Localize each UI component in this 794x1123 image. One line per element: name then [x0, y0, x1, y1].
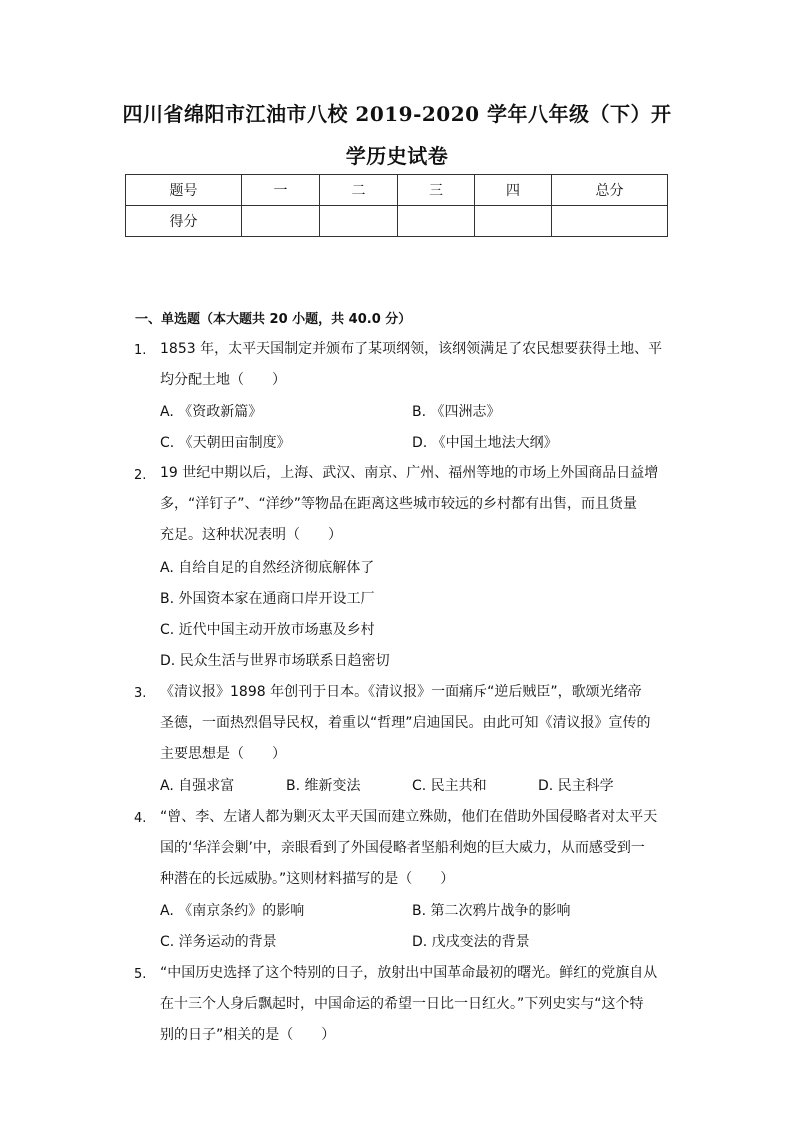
- option-a: A. 自强求富: [160, 778, 235, 794]
- score-cell[interactable]: [552, 206, 668, 237]
- question-text-line: 国的‘华洋会剿’中，亲眼看到了外国侵略者坚船利炮的巨大威力，从而感受到一: [160, 840, 645, 856]
- question-text-line: “中国历史选择了这个特别的日子，放射出中国革命最初的曙光。鲜红的党旗自从: [160, 965, 658, 981]
- question-text-line: 别的日子”相关的是（ ）: [160, 1027, 336, 1043]
- question-number: 3.: [134, 686, 147, 701]
- question-text-line: 充足。这种状况表明（ ）: [160, 527, 342, 543]
- header-cell: 总分: [552, 175, 668, 206]
- question-text-line: 19 世纪中期以后，上海、武汉、南京、广州、福州等地的市场上外国商品日益增: [160, 465, 659, 481]
- section-heading: 一、单选题（本大题共 20 小题，共 40.0 分）: [135, 312, 412, 327]
- option-d: D. 《中国土地法大纲》: [412, 435, 558, 451]
- option-d: D. 民主科学: [538, 778, 614, 794]
- option-b: B. 《四洲志》: [412, 404, 501, 420]
- option-b: B. 维新变法: [286, 778, 361, 794]
- question-number: 4.: [134, 811, 147, 826]
- question-number: 2.: [134, 468, 147, 483]
- question-text-line: 圣德，一面热烈倡导民权，着重以“哲理”启迪国民。由此可知《清议报》宣传的: [160, 715, 651, 731]
- header-cell: 一: [242, 175, 320, 206]
- score-cell[interactable]: [242, 206, 320, 237]
- exam-title-line-1: 四川省绵阳市江油市八校 2019-2020 学年八年级（下）开: [122, 102, 672, 126]
- question-text-line: 《清议报》1898 年创刊于日本。《清议报》一面痛斥“逆后贼臣”，歌颂光绪帝: [160, 684, 642, 700]
- option-c: C. 《天朝田亩制度》: [160, 435, 291, 451]
- header-cell: 三: [398, 175, 475, 206]
- option-a: A. 《南京条约》的影响: [160, 903, 305, 919]
- option-d: D. 民众生活与世界市场联系日趋密切: [160, 653, 390, 669]
- option-d: D. 戊戌变法的背景: [412, 934, 530, 950]
- option-c: C. 洋务运动的背景: [160, 934, 277, 950]
- exam-title-line-2: 学历史试卷: [345, 144, 449, 168]
- option-c: C. 民主共和: [412, 778, 487, 794]
- score-cell[interactable]: [475, 206, 552, 237]
- score-cell[interactable]: [320, 206, 398, 237]
- question-number: 5.: [134, 967, 147, 982]
- score-table-score-row: [126, 206, 668, 237]
- question-text-line: 均分配土地（ ）: [160, 372, 286, 388]
- option-c: C. 近代中国主动开放市场惠及乡村: [160, 622, 375, 638]
- option-a: A. 自给自足的自然经济彻底解体了: [160, 560, 375, 576]
- question-text-line: 在十三个人身后飘起时，中国命运的希望一日比一日红火。”下列史实与“这个特: [160, 996, 644, 1012]
- question-text-line: 多，“洋钉子”、“洋纱”等物品在距离这些城市较远的乡村都有出售，而且货量: [160, 496, 638, 512]
- score-table: [125, 174, 668, 237]
- question-text-line: 种潜在的长远威胁。”这则材料描写的是（ ）: [160, 871, 455, 887]
- question-text-line: 1853 年，太平天国制定并颁布了某项纲领，该纲领满足了农民想要获得土地、平: [160, 341, 663, 357]
- header-cell: 题号: [126, 175, 242, 206]
- header-cell: 四: [475, 175, 552, 206]
- option-b: B. 外国资本家在通商口岸开设工厂: [160, 591, 375, 607]
- score-row-label: 得分: [126, 206, 242, 237]
- option-b: B. 第二次鸦片战争的影响: [412, 903, 571, 919]
- question-text-line: “曾、李、左诸人都为剿灭太平天国而建立殊勋，他们在借助外国侵略者对太平天: [160, 809, 658, 825]
- score-cell[interactable]: [398, 206, 475, 237]
- header-cell: 二: [320, 175, 398, 206]
- question-number: 1.: [134, 343, 147, 358]
- option-a: A. 《资政新篇》: [160, 404, 263, 420]
- question-text-line: 主要思想是（ ）: [160, 746, 286, 762]
- score-table-header-row: [126, 175, 668, 206]
